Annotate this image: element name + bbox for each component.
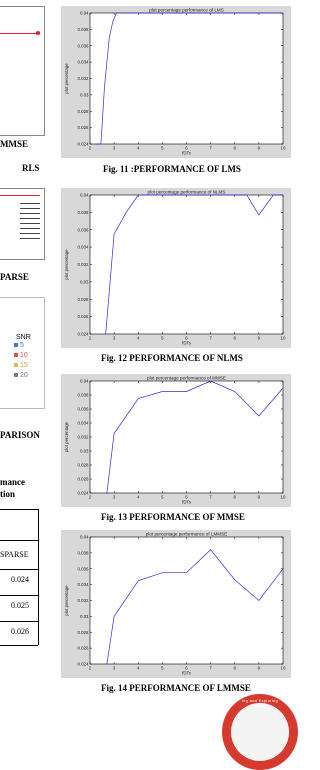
left-caption-comparison: PARISON	[0, 430, 40, 440]
legend-box	[0, 297, 45, 409]
x-tick-label: 10	[280, 665, 286, 671]
y-tick-label: 0.028	[77, 629, 89, 635]
x-tick-label: 7	[209, 335, 212, 341]
table-cell: 0.025	[11, 601, 29, 610]
y-tick-label: 0.028	[77, 462, 89, 468]
left-caption-mmse: MMSE	[0, 139, 28, 149]
y-tick-label: 0.036	[77, 43, 89, 49]
y-tick-label: 0.032	[77, 598, 89, 604]
x-tick-label: 10	[280, 145, 286, 151]
y-axis-label: plot percentage	[64, 421, 69, 453]
x-tick-label: 3	[112, 494, 116, 500]
x-tick-label: 5	[161, 145, 164, 151]
x-axis-label: fDTs	[182, 670, 191, 676]
y-axis-label: plot percentage	[64, 585, 69, 616]
x-tick-label: 8	[233, 665, 236, 671]
legend-item: 20	[14, 372, 28, 379]
chart-title: plot percentage performance of MMSE	[147, 375, 226, 381]
y-tick-label: 0.026	[77, 645, 89, 651]
y-tick-label: 0.024	[77, 141, 89, 147]
x-tick-label: 9	[257, 145, 261, 151]
x-tick-label: 8	[233, 335, 236, 341]
x-tick-label: 2	[88, 494, 92, 500]
y-tick-label: 0.032	[77, 434, 89, 440]
chart-title: plot percentage performance of NLMS	[147, 189, 226, 195]
caption-fig-12: Fig. 12 PERFORMANCE OF NLMS	[101, 353, 243, 363]
figure-lmmse	[61, 530, 291, 678]
y-tick-label: 0.034	[77, 582, 89, 588]
figure-mmse	[61, 374, 291, 507]
plot-area	[90, 537, 283, 664]
x-tick-label: 3	[112, 335, 116, 341]
y-tick-label: 0.038	[77, 550, 89, 556]
table-cell: 0.024	[11, 575, 29, 584]
x-tick-label: 6	[185, 145, 188, 151]
x-tick-label: 9	[257, 494, 261, 500]
legend-title: SNR	[16, 334, 31, 341]
y-tick-label: 0.03	[79, 92, 89, 98]
y-tick-label: 0.028	[77, 108, 89, 114]
y-tick-label: 0.024	[77, 661, 89, 667]
left-text-fragment: tion	[0, 489, 16, 499]
x-tick-label: 2	[88, 145, 92, 151]
x-tick-label: 8	[233, 145, 236, 151]
y-tick-label: 0.04	[79, 378, 89, 384]
y-tick-label: 0.03	[79, 613, 89, 619]
x-tick-label: 10	[280, 494, 286, 500]
legend-item: 15	[14, 362, 28, 369]
y-tick-label: 0.036	[77, 406, 89, 412]
y-tick-label: 0.026	[77, 314, 89, 320]
y-tick-label: 0.036	[77, 227, 89, 233]
x-tick-label: 7	[209, 494, 212, 500]
y-axis-label: plot percentage	[64, 249, 69, 280]
x-tick-label: 7	[209, 665, 212, 671]
y-tick-label: 0.03	[79, 279, 89, 285]
x-tick-label: 4	[137, 665, 140, 671]
caption-fig-11: Fig. 11 :PERFORMANCE OF LMS	[103, 164, 241, 174]
figure-nlms	[61, 188, 291, 348]
y-tick-label: 0.03	[79, 448, 89, 454]
y-tick-label: 0.04	[79, 10, 89, 16]
left-caption-sparse: PARSE	[0, 272, 29, 282]
y-tick-label: 0.038	[77, 392, 89, 398]
x-tick-label: 5	[161, 335, 164, 341]
y-tick-label: 0.04	[79, 192, 89, 198]
partial-plot-top	[0, 6, 45, 136]
x-tick-label: 5	[161, 665, 164, 671]
x-tick-label: 2	[88, 335, 92, 341]
table-header: SPARSE	[0, 550, 29, 559]
y-tick-label: 0.038	[77, 209, 89, 215]
caption-fig-14: Fig. 14 PERFORMANCE OF LMMSE	[101, 683, 251, 693]
caption-fig-13: Fig. 13 PERFORMANCE OF MMSE	[101, 512, 245, 522]
x-tick-label: 8	[233, 494, 236, 500]
x-tick-label: 2	[88, 665, 92, 671]
chart-title: plot percentage performance of LMS	[149, 7, 224, 13]
plot-area	[90, 381, 283, 493]
left-text-fragment: mance	[0, 477, 25, 487]
y-tick-label: 0.024	[77, 331, 89, 337]
y-tick-label: 0.034	[77, 244, 89, 250]
plot-area	[90, 195, 283, 334]
chart-lms	[61, 6, 291, 158]
legend-item: 10	[14, 352, 28, 359]
x-axis-label: fDTs	[182, 150, 191, 156]
x-tick-label: 10	[280, 335, 286, 341]
chart-lmmse	[61, 530, 291, 678]
y-axis-label: plot percentage	[64, 63, 69, 94]
partial-plot-middle	[0, 188, 45, 260]
x-tick-label: 3	[112, 145, 116, 151]
x-axis-label: fDTs	[182, 340, 191, 346]
x-tick-label: 9	[257, 335, 261, 341]
y-tick-label: 0.026	[77, 476, 89, 482]
x-tick-label: 4	[137, 335, 140, 341]
y-tick-label: 0.034	[77, 420, 89, 426]
y-tick-label: 0.038	[77, 26, 89, 32]
y-tick-label: 0.026	[77, 125, 89, 131]
journal-seal-logo: ing and Exploring Enginee	[222, 694, 298, 770]
chart-mmse	[61, 374, 291, 507]
left-column-fragment	[0, 0, 58, 734]
y-tick-label: 0.028	[77, 296, 89, 302]
x-tick-label: 5	[161, 494, 164, 500]
x-tick-label: 6	[185, 335, 188, 341]
plot-area	[90, 13, 283, 144]
x-tick-label: 3	[112, 665, 116, 671]
y-tick-label: 0.032	[77, 262, 89, 268]
legend-item: 5	[14, 342, 24, 349]
left-caption-rls: RLS	[22, 163, 40, 173]
y-tick-label: 0.032	[77, 76, 89, 82]
y-tick-label: 0.036	[77, 566, 89, 572]
x-tick-label: 7	[209, 145, 212, 151]
x-tick-label: 9	[257, 665, 261, 671]
chart-title: plot percentage performance of LMMSE	[145, 531, 228, 537]
figure-lms	[61, 6, 291, 158]
chart-nlms	[61, 188, 291, 348]
x-tick-label: 6	[185, 665, 188, 671]
table-cell: 0.026	[11, 627, 29, 636]
y-tick-label: 0.04	[79, 534, 89, 540]
x-tick-label: 4	[137, 494, 140, 500]
x-tick-label: 4	[137, 145, 140, 151]
x-axis-label: fDTs	[182, 499, 191, 505]
y-tick-label: 0.024	[77, 490, 89, 496]
x-tick-label: 6	[185, 494, 188, 500]
y-tick-label: 0.034	[77, 59, 89, 65]
